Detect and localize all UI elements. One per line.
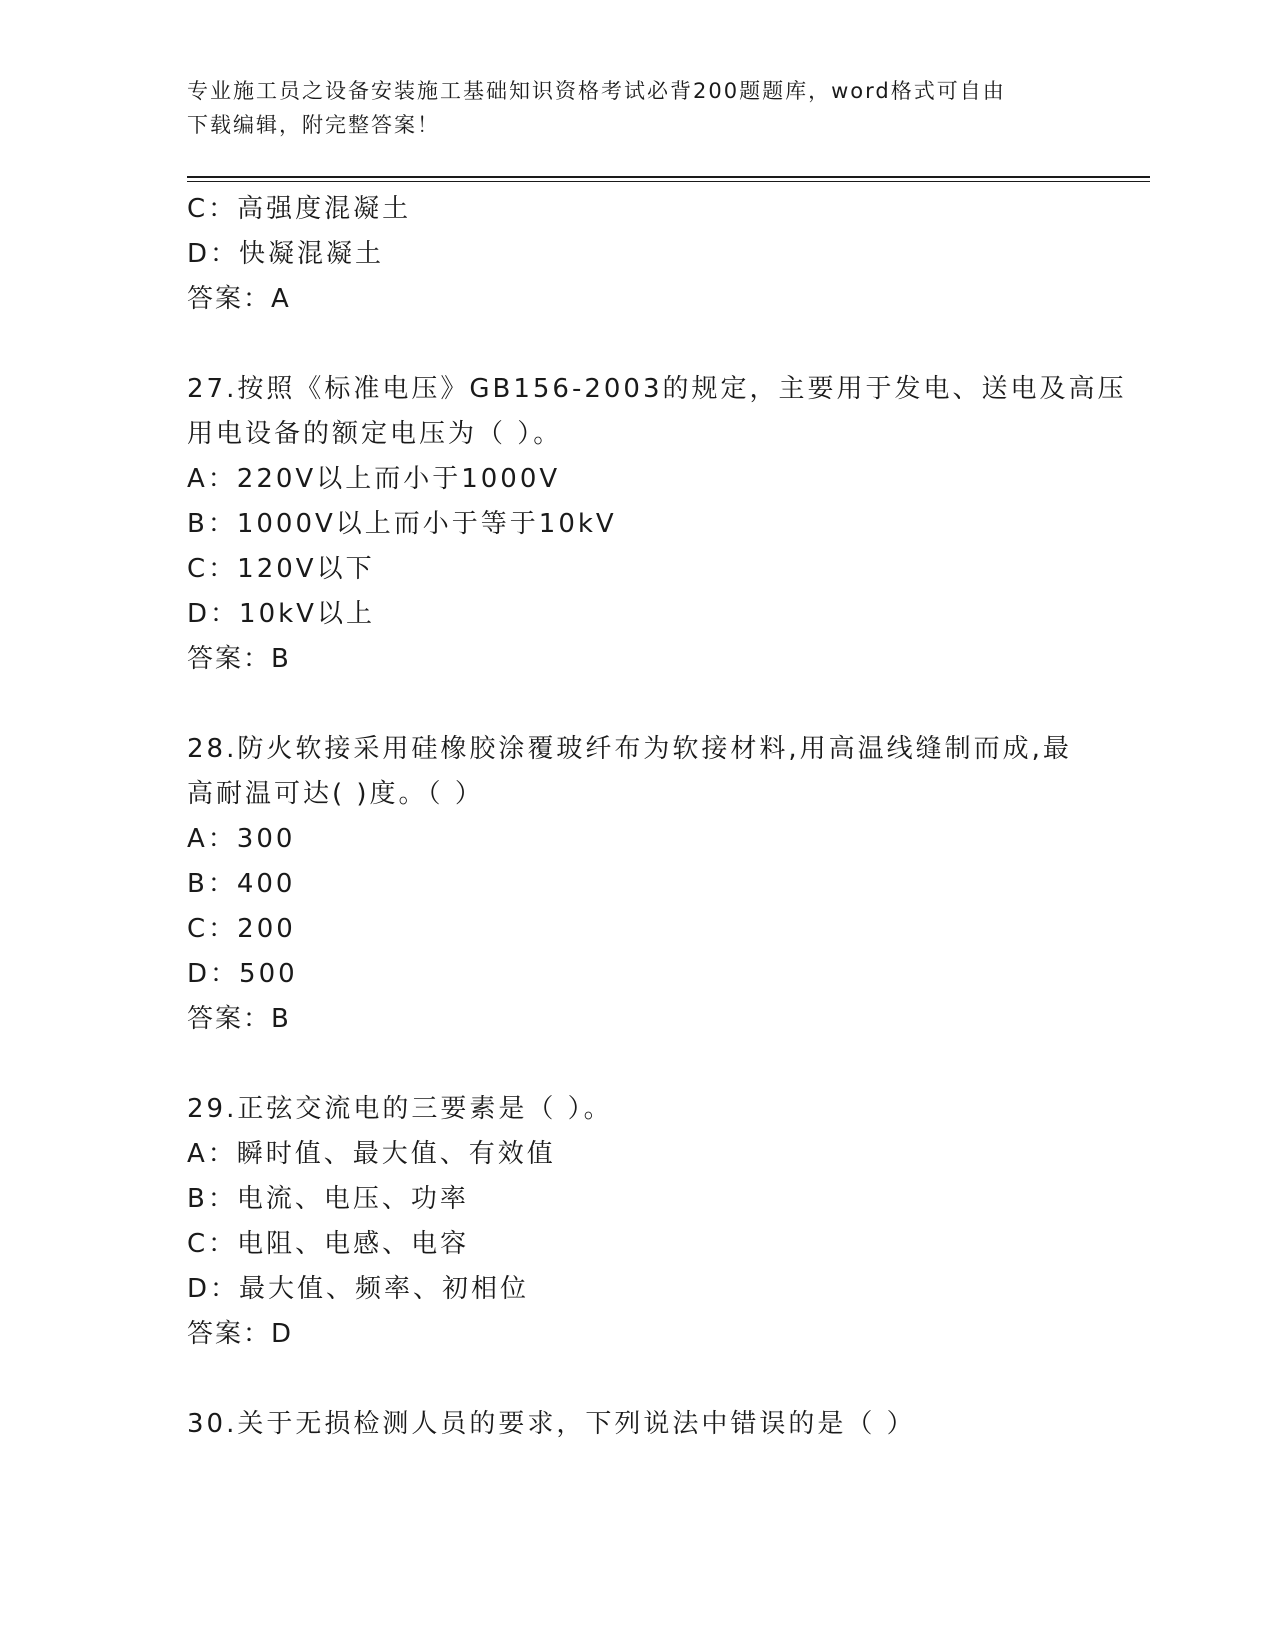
header-line-2: 下载编辑，附完整答案！ [187,113,440,137]
question-28-line-2: 高耐温可达( )度。（ ） [187,779,484,809]
option-c: C：120V以下 [187,554,375,584]
header-rule-thin [187,181,1150,182]
header-line-1: 专业施工员之设备安装施工基础知识资格考试必背200题题库，word格式可自由 [187,79,1006,103]
option-b: B：电流、电压、功率 [187,1184,469,1214]
question-29: 29.正弦交流电的三要素是（ ）。 [187,1094,613,1124]
option-c: C：200 [187,914,296,944]
option-d: D：10kV以上 [187,599,375,629]
question-27-line-2: 用电设备的额定电压为（ ）。 [187,419,563,449]
option-d: D：最大值、频率、初相位 [187,1274,530,1304]
answer-line: 答案：B [187,1004,291,1034]
option-c: C：电阻、电感、电容 [187,1229,470,1259]
question-30: 30.关于无损检测人员的要求，下列说法中错误的是（ ） [187,1409,916,1439]
option-a: A：220V以上而小于1000V [187,464,561,494]
option-d: D：快凝混凝土 [187,239,385,269]
header-rule-thick [187,176,1150,178]
option-c: C：高强度混凝土 [187,194,412,224]
option-a: A：瞬时值、最大值、有效值 [187,1139,556,1169]
option-b: B：400 [187,869,296,899]
question-28-line-1: 28.防火软接采用硅橡胶涂覆玻纤布为软接材料,用高温线缝制而成,最 [187,734,1072,764]
answer-line: 答案：B [187,644,291,674]
option-b: B：1000V以上而小于等于10kV [187,509,617,539]
answer-line: 答案：A [187,284,291,314]
option-a: A：300 [187,824,296,854]
answer-line: 答案：D [187,1319,294,1349]
question-27-line-1: 27.按照《标准电压》GB156-2003的规定，主要用于发电、送电及高压 [187,374,1127,404]
option-d: D：500 [187,959,298,989]
document-header [187,74,1087,142]
